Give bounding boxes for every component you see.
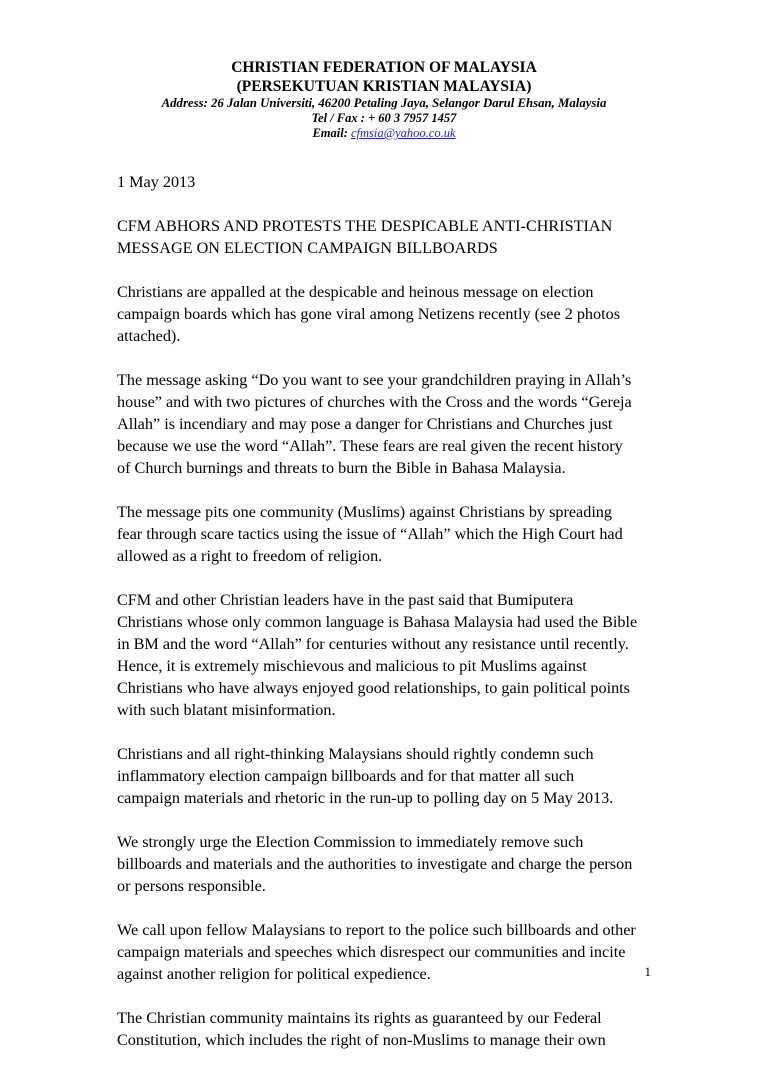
- page-number: 1: [644, 964, 651, 979]
- paragraph: The message pits one community (Muslims) against Christians by spreading fear through scare tactics using the issue of “Allah” which the High Court had allowed as a right to freedom of religion.: [117, 503, 623, 565]
- letter-date: 1 May 2013: [117, 173, 196, 191]
- email-label: Email:: [312, 126, 351, 140]
- letter-body: [117, 171, 662, 1073]
- paragraph: The message asking “Do you want to see your grandchildren praying in Allah’s house” and with two pictures of churches with the Cross and the words “Gereja Allah” is incendiary and may pose a danger for Christians and Churches just because we use the word “Allah”. These fears are real given the recent history of Church burnings and threats to burn the Bible in Bahasa Malaysia.: [117, 371, 632, 477]
- paragraph: We call upon fellow Malaysians to report to the police such billboards and other campaign materials and speeches which disrespect our communities and incite against another religion for political expedience.: [117, 921, 636, 983]
- org-name: CHRISTIAN FEDERATION OF MALAYSIA: [231, 59, 537, 76]
- paragraph: Christians are appalled at the despicable and heinous message on election campaign boards which has gone viral among Netizens recently (see 2 photos attached).: [117, 283, 621, 345]
- org-address: Address: 26 Jalan Universiti, 46200 Petaling Jaya, Selangor Darul Ehsan, Malaysia: [161, 96, 607, 110]
- letter-headline: CFM ABHORS AND PROTESTS THE DESPICABLE ANTI-CHRISTIAN MESSAGE ON ELECTION CAMPAIGN BILLBOARDS: [117, 217, 613, 257]
- paragraph: The Christian community maintains its rights as guaranteed by our Federal Constitution, which includes the right of non-Muslims to manage their own: [117, 1009, 606, 1049]
- paragraph: We strongly urge the Election Commission to immediately remove such billboards and materials and the authorities to investigate and charge the person or persons responsible.: [117, 833, 633, 895]
- letterhead: [0, 58, 768, 141]
- org-name-malay: (PERSEKUTUAN KRISTIAN MALAYSIA): [236, 78, 532, 95]
- org-email-line: [0, 126, 768, 141]
- org-tel-fax: Tel / Fax : + 60 3 7957 1457: [311, 111, 457, 125]
- paragraph: CFM and other Christian leaders have in the past said that Bumiputera Christians whose only common language is Bahasa Malaysia had used the Bible in BM and the word “Allah” for centuries without any resistance until recently. Hence, it is extremely mischievous and malicious to pit Muslims against Christians who have always enjoyed good relationships, to gain political points with such blatant misinformation.: [117, 591, 638, 719]
- paragraph: Christians and all right-thinking Malaysians should rightly condemn such inflammatory election campaign billboards and for that matter all such campaign materials and rhetoric in the run-up to polling day on 5 May 2013.: [117, 745, 614, 807]
- email-link[interactable]: cfmsia@yahoo.co.uk: [351, 126, 456, 140]
